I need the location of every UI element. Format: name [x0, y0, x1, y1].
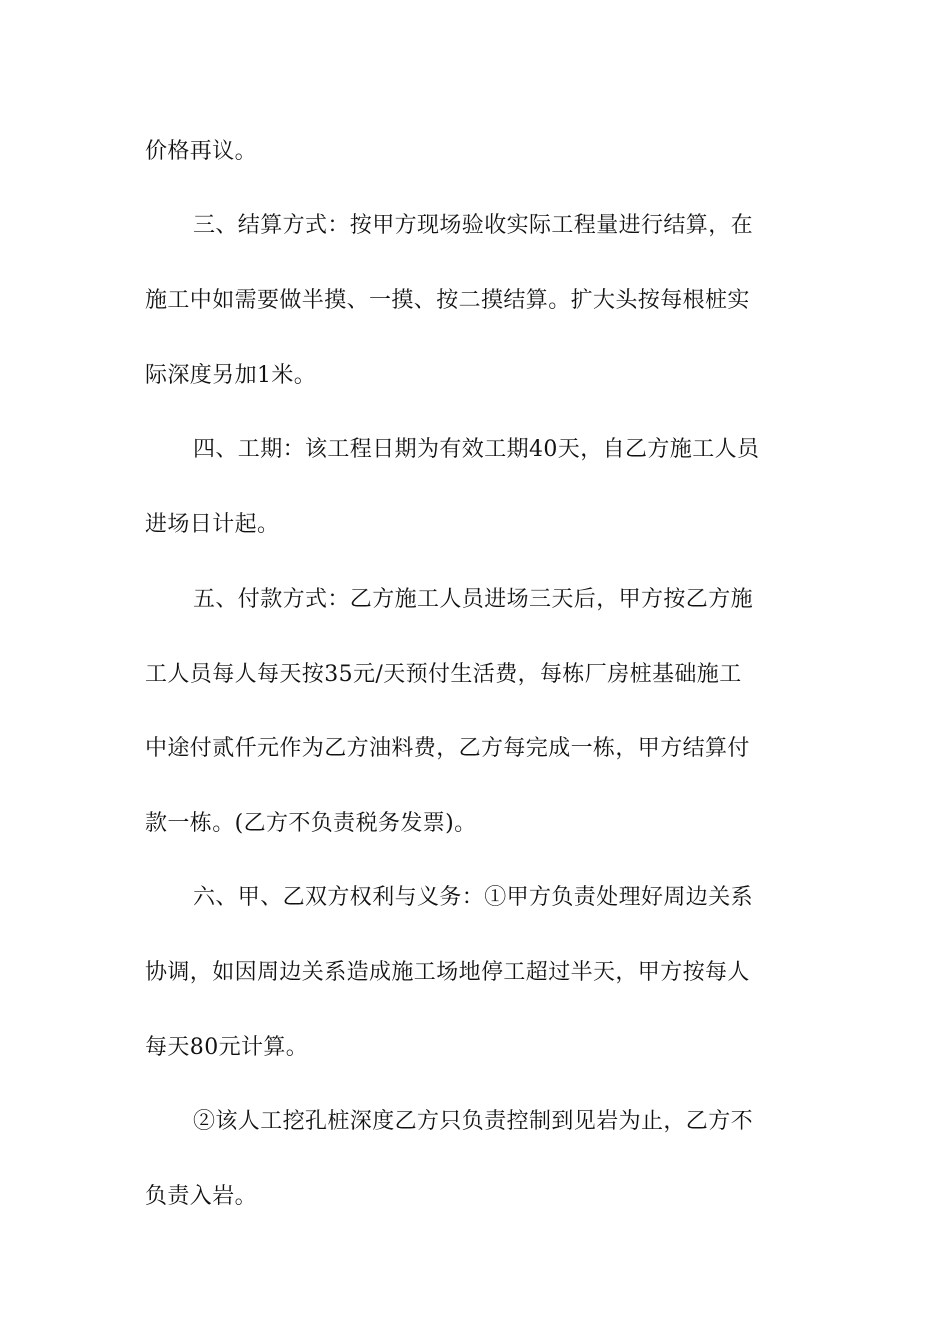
- section-3-line: 三、结算方式：按甲方现场验收实际工程量进行结算，在: [193, 213, 754, 238]
- clause-2-line: ②该人工挖孔桩深度乙方只负责控制到见岩为止，乙方不: [193, 1109, 754, 1134]
- paragraph-line: 施工中如需要做半摸、一摸、按二摸结算。扩大头按每根桩实: [145, 288, 750, 313]
- paragraph-line: 款一栋。(乙方不负责税务发票)。: [145, 811, 477, 836]
- paragraph-line: 协调，如因周边关系造成施工场地停工超过半天，甲方按每人: [145, 960, 750, 985]
- paragraph-line: 价格再议。: [145, 139, 258, 164]
- paragraph-line: 中途付贰仟元作为乙方油料费，乙方每完成一栋，甲方结算付: [145, 736, 750, 761]
- paragraph-line: 际深度另加1米。: [145, 363, 317, 388]
- section-4-line: 四、工期：该工程日期为有效工期40天，自乙方施工人员: [193, 437, 760, 462]
- paragraph-line: 每天80元计算。: [145, 1035, 309, 1060]
- section-5-line: 五、付款方式：乙方施工人员进场三天后，甲方按乙方施: [193, 587, 754, 612]
- paragraph-line: 进场日计起。: [145, 512, 280, 537]
- section-6-line: 六、甲、乙双方权利与义务：①甲方负责处理好周边关系: [193, 885, 754, 910]
- paragraph-line: 工人员每人每天按35元/天预付生活费，每栋厂房桩基础施工: [145, 662, 742, 687]
- paragraph-line: 负责入岩。: [145, 1184, 258, 1209]
